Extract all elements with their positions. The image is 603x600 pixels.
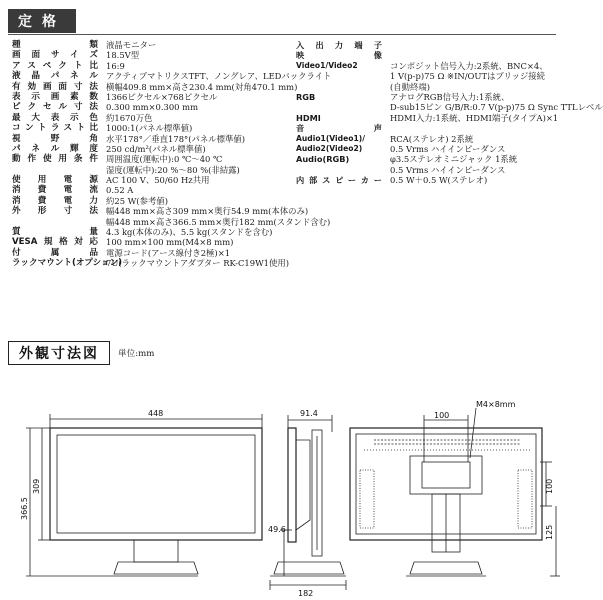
dim-front-height-body: 309: [32, 478, 41, 494]
spec-label: Audio(RGB): [296, 154, 350, 165]
spec-label: Audio2(Video2): [296, 143, 363, 153]
spec-value: 0.5 Vrms ハイインピーダンス: [390, 164, 506, 175]
spec-label: 質量: [12, 227, 98, 238]
spec-label: 音声: [296, 123, 382, 134]
spec-label: 最大表示色: [12, 112, 98, 123]
spec-value: 1000:1(パネル標準値): [106, 123, 193, 134]
spec-value: コンポジット信号入力:2系統、BNC×4、: [390, 60, 548, 71]
spec-value: 1 V(p-p)75 Ω ※IN/OUTはブリッジ接続: [390, 71, 545, 82]
spec-value: 水平178°／垂直178°(パネル標準値): [106, 133, 246, 144]
spec-label: RGB: [296, 91, 316, 102]
dim-back-vesa-height: 100: [545, 478, 554, 494]
spec-label: 動作使用条件: [12, 154, 98, 165]
spec-value: 100 mm×100 mm(M4×8 mm): [106, 237, 234, 248]
spec-section-title: 定格: [8, 9, 76, 33]
spec-label: 内部スピーカー: [296, 175, 382, 186]
spec-value: アナログRGB信号入力:1系統、: [390, 91, 510, 102]
spec-value: 0.52 A: [106, 185, 134, 196]
spec-value: 電源コード(アース線付き2極)×1: [106, 247, 231, 258]
spec-label: 消費電流: [12, 185, 98, 196]
spec-value: 横幅409.8 mm×高さ230.4 mm(対角470.1 mm): [106, 81, 298, 92]
spec-label: ラックマウント(オプション): [12, 258, 123, 269]
spec-label: 種類: [12, 40, 98, 50]
side-view: [270, 415, 346, 590]
dim-side-depth-body: 91.4: [300, 409, 318, 418]
spec-label: 消費電力: [12, 195, 98, 206]
spec-value: 250 cd/m²(パネル標準値): [106, 143, 206, 154]
dim-front-height-total: 366.5: [20, 497, 29, 520]
spec-value: AC 100 V、50/60 Hz共用: [106, 175, 210, 186]
spec-label: Video1/Video2: [296, 60, 358, 70]
back-view: [350, 408, 560, 576]
spec-value: 幅448 mm×高さ366.5 mm×奥行182 mm(スタンド含む): [106, 216, 331, 227]
spec-label: パネル輝度: [12, 143, 98, 154]
spec-value: 0.5 W＋0.5 W(ステレオ): [390, 175, 488, 186]
spec-value: RCA(ステレオ) 2系統: [390, 133, 474, 144]
spec-value: 周囲温度(運転中):0 ℃〜40 ℃: [106, 154, 223, 165]
front-view: [26, 414, 262, 576]
spec-label: VESA規格対応: [12, 237, 98, 248]
spec-value: φ3.5ステレオミニジャック 1系統: [390, 154, 518, 165]
spec-label: 入出力端子: [296, 40, 382, 50]
unit-note: 単位:mm: [118, 349, 155, 359]
spec-label: 付属品: [12, 247, 98, 258]
spec-value: 0.5 Vrms ハイインピーダンス: [390, 143, 506, 154]
spec-label: ピクセル寸法: [12, 102, 98, 113]
dim-front-width: 448: [148, 409, 164, 418]
spec-value: 約25 W(参考値): [106, 195, 168, 206]
spec-value: 4.3 kg(本体のみ)、5.5 kg(スタンドを含む): [106, 227, 273, 238]
spec-label: 外形寸法: [12, 206, 98, 217]
dim-back-vesa-width: 100: [434, 411, 450, 420]
dimension-section-title: 外観寸法図: [8, 341, 110, 365]
spec-value: D-sub15ピン G/B/R:0.7 V(p-p)75 Ω Sync TTLレベル: [390, 102, 603, 113]
spec-value: 液晶モニター: [106, 40, 157, 50]
spec-label: 液晶パネル: [12, 71, 98, 82]
spec-value: アクティブマトリクスTFT、ノングレア、LEDバックライト: [106, 71, 332, 82]
spec-label: コントラスト比: [12, 123, 98, 134]
spec-value: HDMI入力:1系統、HDMI端子(タイプA)×1: [390, 112, 559, 123]
spec-value: 7U(ラックマウントアダプター RK-C19W1使用): [106, 258, 290, 269]
spec-value: 0.300 mm×0.300 mm: [106, 102, 199, 113]
spec-value: 幅448 mm×高さ309 mm×奥行54.9 mm(本体のみ): [106, 206, 309, 217]
spec-value: 1366ピクセル×768ピクセル: [106, 91, 218, 102]
spec-value: 16:9: [106, 60, 125, 71]
spec-value: 湿度(運転中):20 %〜80 %(非結露): [106, 164, 240, 175]
spec-value: 18.5V型: [106, 50, 140, 61]
spec-label: HDMI: [296, 112, 321, 123]
spec-value: (自動終端): [390, 81, 431, 92]
spec-label: アスペクト比: [12, 60, 98, 71]
dim-back-screw: M4×8mm: [476, 400, 516, 409]
spec-label: 視野角: [12, 133, 98, 144]
spec-label: 映像: [296, 50, 382, 61]
dim-side-stand-height: 49.6: [268, 525, 286, 534]
spec-label: 表示画素数: [12, 91, 98, 102]
dim-side-depth-stand: 182: [298, 589, 314, 598]
spec-label: Audio1(Video1)/: [296, 133, 365, 143]
spec-label: 画面サイズ: [12, 50, 98, 61]
spec-label: 使用電源: [12, 175, 98, 186]
spec-label: 有効画面寸法: [12, 81, 98, 92]
dim-back-vesa-bottom: 125: [545, 524, 554, 540]
spec-value: 約1670万色: [106, 112, 153, 123]
